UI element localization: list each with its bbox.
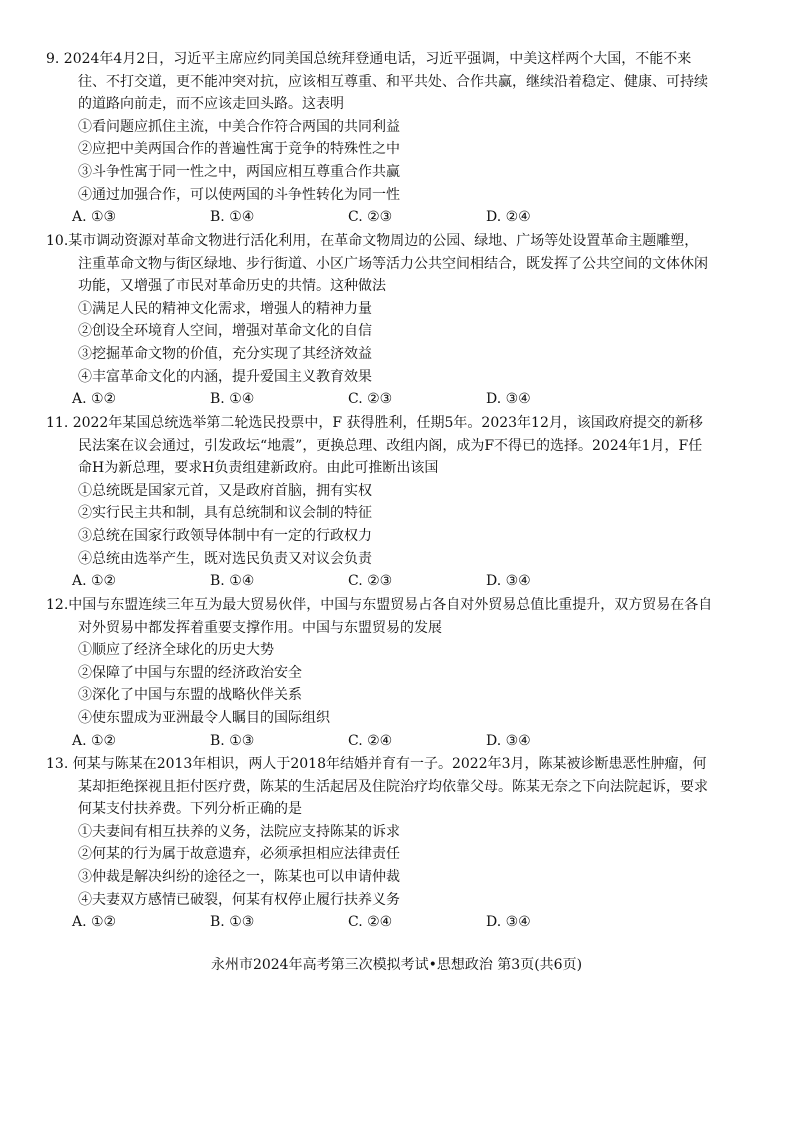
question-stem-line: 13. 何某与陈某在2013年相识，两人于2018年结婚并育有一子。2022年3月，陈某被诊断患恶性肿瘤，何 (46, 756, 707, 772)
statement-option: ②实行民主共和制，具有总统制和议会制的特征 (78, 505, 372, 522)
statement-option: ④夫妻双方感情已破裂，何某有权停止履行扶养义务 (78, 891, 400, 908)
statement-option: ①满足人民的精神文化需求，增强人的精神力量 (78, 300, 372, 317)
statement-option: ③仲裁是解决纠纷的途径之一，陈某也可以申请仲裁 (78, 868, 400, 885)
question-13 (46, 753, 758, 934)
choice-d: D. ③④ (486, 914, 531, 931)
choice-b: B. ①④ (210, 573, 255, 590)
statement-option: ①看问题应抓住主流，中美合作符合两国的共同利益 (78, 118, 400, 135)
statement-option: ②何某的行为属于故意遗弃，必须承担相应法律责任 (78, 846, 400, 863)
page-footer: 永州市2024年高考第三次模拟考试•思想政治 第3页(共6页) (210, 957, 583, 973)
statement-option: ③深化了中国与东盟的战略伙伴关系 (78, 687, 302, 704)
answer-choices (46, 730, 758, 753)
question-9 (46, 48, 758, 229)
question-11 (46, 412, 758, 593)
question-stem-line: 某却拒绝探视且拒付医疗费，陈某的生活起居及住院治疗均依靠父母。陈某无奈之下向法院起诉，要求 (78, 778, 708, 795)
choice-d: D. ③④ (486, 391, 531, 408)
choice-c: C. ②③ (348, 209, 393, 226)
question-stem-line: 命H为新总理，要求H负责组建新政府。由此可推断出该国 (78, 460, 439, 477)
statement-option: ①顺应了经济全球化的历史大势 (78, 642, 274, 659)
question-stem-line: 注重革命文物与街区绿地、步行街道、小区广场等活力公共空间相结合，既发挥了公共空间的文体休闲 (78, 255, 708, 272)
question-stem-line: 11. 2022年某国总统选举第二轮选民投票中，F 获得胜利，任期5年。2023年12月，该国政府提交的新移 (46, 415, 703, 431)
question-stem-line: 功能，又增强了市民对革命历史的共情。这种做法 (78, 278, 386, 295)
statement-option: ②保障了中国与东盟的经济政治安全 (78, 664, 302, 681)
question-stem-line: 10.某市调动资源对革命文物进行活化利用，在革命文物周边的公园、绿地、广场等处设置革命主题雕塑， (46, 233, 699, 249)
answer-choices (46, 388, 758, 411)
choice-c: C. ②③ (348, 573, 393, 590)
choice-b: B. ①④ (210, 209, 255, 226)
statement-option: ④总统由选举产生，既对选民负责又对议会负责 (78, 550, 372, 567)
choice-b: B. ①③ (210, 914, 255, 931)
answer-choices (46, 911, 758, 934)
answer-choices (46, 570, 758, 593)
statement-option: ②创设全环境育人空间，增强对革命文化的自信 (78, 323, 372, 340)
choice-b: B. ①③ (210, 732, 255, 749)
question-10 (46, 230, 758, 411)
statement-option: ④丰富革命文化的内涵，提升爱国主义教育效果 (78, 368, 372, 385)
question-stem-line: 民法案在议会通过，引发政坛“地震”，更换总理、改组内阁，成为F不得已的选择。2024年1月，F任 (78, 437, 703, 454)
statement-option: ②应把中美两国合作的普遍性寓于竞争的特殊性之中 (78, 141, 400, 158)
question-stem-line: 何某支付扶养费。下列分析正确的是 (78, 801, 302, 818)
statement-option: ③斗争性寓于同一性之中，两国应相互尊重合作共赢 (78, 163, 400, 180)
choice-c: C. ②④ (348, 914, 393, 931)
choice-c: C. ②③ (348, 391, 393, 408)
statement-option: ③挖掘革命文物的价值，充分实现了其经济效益 (78, 345, 372, 362)
question-stem-line: 对外贸易中都发挥着重要支撑作用。中国与东盟贸易的发展 (78, 619, 442, 636)
choice-a: A. ①② (72, 573, 117, 590)
statement-option: ③总统在国家行政领导体制中有一定的行政权力 (78, 527, 372, 544)
choice-b: B. ①④ (210, 391, 255, 408)
answer-choices (46, 206, 758, 229)
statement-option: ④使东盟成为亚洲最令人瞩目的国际组织 (78, 709, 330, 726)
choice-d: D. ③④ (486, 573, 531, 590)
choice-d: D. ③④ (486, 732, 531, 749)
statement-option: ①夫妻间有相互扶养的义务，法院应支持陈某的诉求 (78, 823, 400, 840)
statement-option: ④通过加强合作，可以使两国的斗争性转化为同一性 (78, 186, 400, 203)
question-stem-line: 9. 2024年4月2日，习近平主席应约同美国总统拜登通电话，习近平强调，中美这样两个大国，不能不来 (46, 51, 692, 67)
choice-a: A. ①② (72, 391, 117, 408)
question-stem-line: 往、不打交道，更不能冲突对抗，应该相互尊重、和平共处、合作共赢，继续沿着稳定、健康、可持续 (78, 73, 708, 90)
choice-a: A. ①③ (72, 209, 117, 226)
question-stem-line: 的道路向前走，而不应该走回头路。这表明 (78, 96, 344, 113)
choice-a: A. ①② (72, 914, 117, 931)
question-stem-line: 12.中国与东盟连续三年互为最大贸易伙伴，中国与东盟贸易占各自对外贸易总值比重提升，双方贸易在各自 (46, 597, 713, 613)
statement-option: ①总统既是国家元首，又是政府首脑，拥有实权 (78, 482, 372, 499)
question-12 (46, 594, 758, 752)
choice-a: A. ①② (72, 732, 117, 749)
choice-d: D. ②④ (486, 209, 531, 226)
choice-c: C. ②④ (348, 732, 393, 749)
